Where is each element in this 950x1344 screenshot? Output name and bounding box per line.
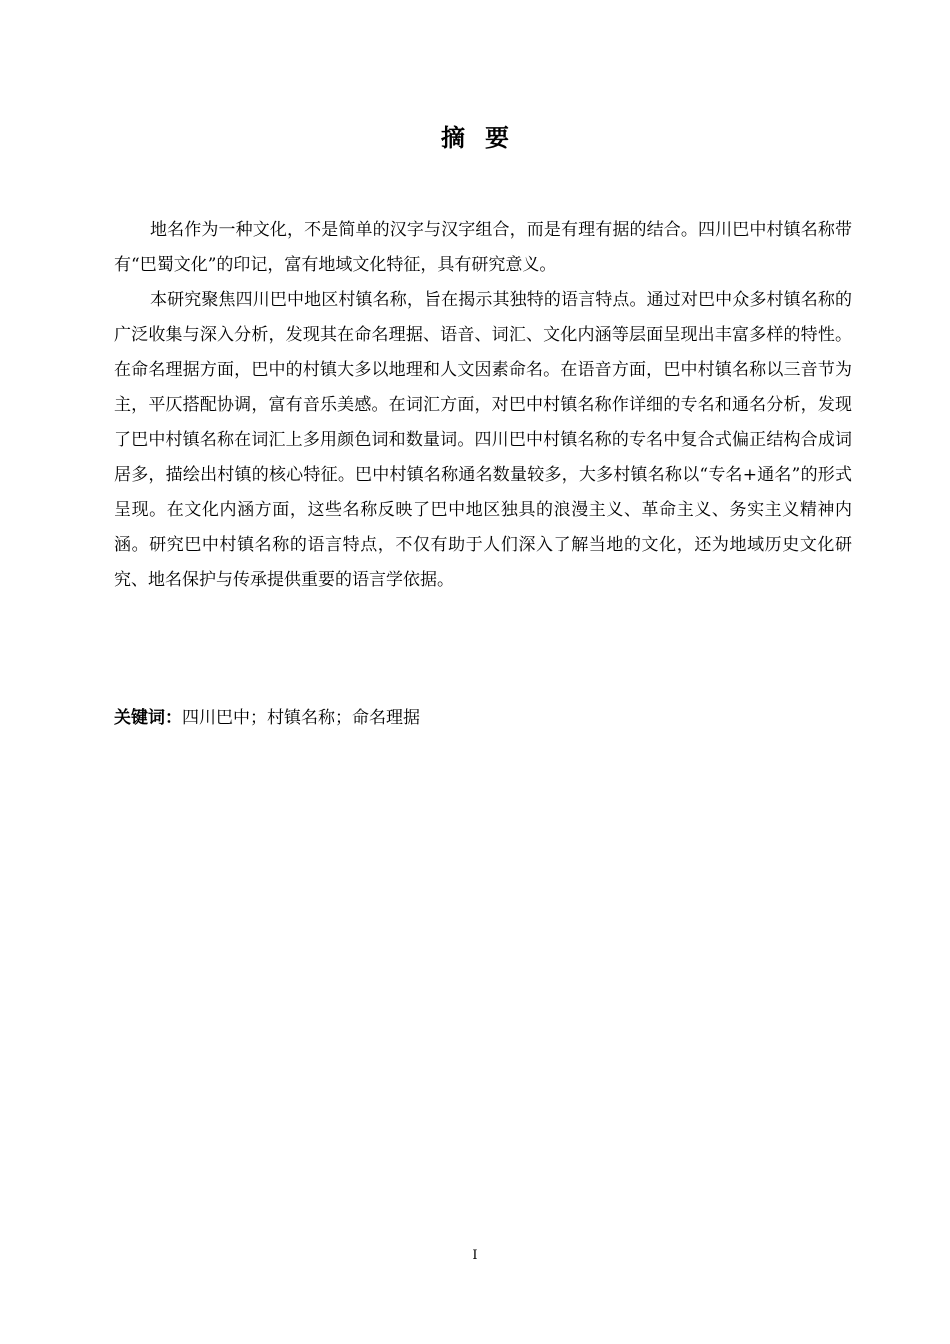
abstract-paragraph-1: 地名作为一种文化，不是简单的汉字与汉字组合，而是有理有据的结合。四川巴中村镇名称带有“巴蜀文化”的印记，富有地域文化特征，具有研究意义。 (114, 220, 852, 275)
page-number: I (472, 1248, 478, 1263)
abstract-paragraph-2: 本研究聚焦四川巴中地区村镇名称，旨在揭示其独特的语言特点。通过对巴中众多村镇名称的广泛收集与深入分析，发现其在命名理据、语音、词汇、文化内涵等层面呈现出丰富多样的特性。在命名理据方面，巴中的村镇大多以地理和人文因素命名。在语音方面，巴中村镇名称以三音节为主，平仄搭配协调，富有音乐美感。在词汇方面，对巴中村镇名称作详细的专名和通名分析，发现了巴中村镇名称在词汇上多用颜色词和数量词。四川巴中村镇名称的专名中复合式偏正结构合成词居多，描绘出村镇的核心特征。巴中村镇名称通名数量较多，大多村镇名称以“专名+通名”的形式呈现。在文化内涵方面，这些名称反映了巴中地区独具的浪漫主义、革命主义、务实主义精神内涵。研究巴中村镇名称的语言特点，不仅有助于人们深入了解当地的文化，还为地域历史文化研究、地名保护与传承提供重要的语言学依据。 (114, 290, 852, 590)
keywords-label: 关键词： (114, 708, 182, 728)
keywords-line (114, 704, 852, 732)
abstract-title: 摘要 (441, 124, 529, 152)
keywords-value: 四川巴中；村镇名称；命名理据 (182, 708, 420, 728)
abstract-body (114, 213, 852, 598)
